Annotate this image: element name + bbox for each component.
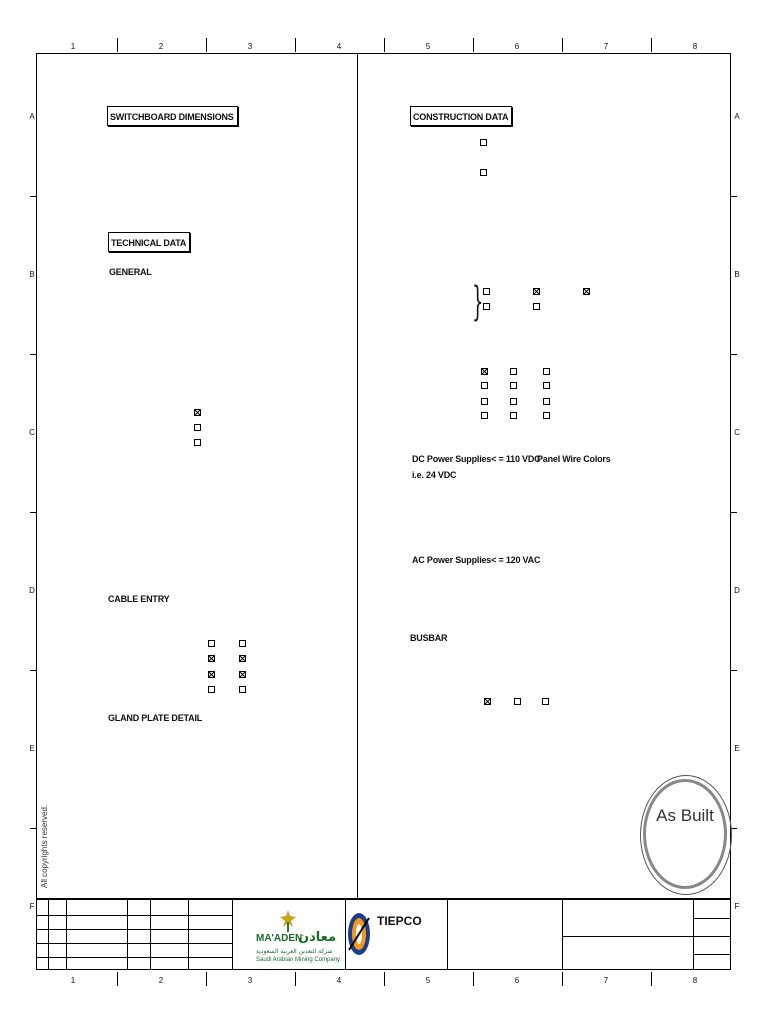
- grid-checkbox-1c[interactable]: [543, 368, 550, 375]
- cable-checkbox-2b[interactable]: [239, 655, 246, 662]
- maaden-logo-name: MA'ADEN: [256, 933, 303, 944]
- zone-col-6: 6: [514, 42, 520, 51]
- general-checkbox-2[interactable]: [194, 424, 201, 431]
- general-checkbox-1[interactable]: [194, 409, 201, 416]
- construction-checkbox-1[interactable]: [480, 139, 487, 146]
- zone-col-7: 7: [603, 42, 609, 51]
- busbar-checkbox-1[interactable]: [484, 698, 491, 705]
- zone-col-2-bottom: 2: [158, 976, 164, 985]
- technical-data-heading: TECHNICAL DATA: [108, 232, 190, 252]
- maaden-logo-subtitle: Saudi Arabian Mining Company: [256, 957, 341, 963]
- zone-row-a: A: [29, 112, 35, 121]
- busbar-label: BUSBAR: [410, 633, 448, 643]
- grid-checkbox-2a[interactable]: [481, 382, 488, 389]
- maaden-emblem-icon: [280, 910, 296, 932]
- zone-col-5: 5: [425, 42, 431, 51]
- zone-row-e: E: [29, 744, 35, 753]
- cable-checkbox-3b[interactable]: [239, 671, 246, 678]
- grid-checkbox-4c[interactable]: [543, 412, 550, 419]
- zone-col-4: 4: [336, 42, 342, 51]
- zone-row-b-right: B: [734, 270, 740, 279]
- zone-col-8: 8: [692, 42, 698, 51]
- dc-example-label: i.e. 24 VDC: [412, 470, 457, 480]
- brace-checkbox-2b[interactable]: [533, 303, 540, 310]
- brace-checkbox-1a[interactable]: [483, 288, 490, 295]
- general-label: GENERAL: [109, 267, 152, 277]
- cable-checkbox-3a[interactable]: [208, 671, 215, 678]
- zone-row-d: D: [29, 586, 35, 595]
- maaden-logo-arabic: معادن: [298, 930, 337, 945]
- brace-checkbox-1c[interactable]: [583, 288, 590, 295]
- cable-checkbox-1b[interactable]: [239, 640, 246, 647]
- zone-col-6-bottom: 6: [514, 976, 520, 985]
- grid-checkbox-3b[interactable]: [510, 398, 517, 405]
- grid-checkbox-4a[interactable]: [481, 412, 488, 419]
- as-built-stamp-text: As Built: [656, 806, 714, 825]
- as-built-stamp-inner-ring: [643, 779, 727, 889]
- zone-col-2: 2: [158, 42, 164, 51]
- switchboard-dimensions-heading: SWITCHBOARD DIMENSIONS: [107, 106, 238, 126]
- gland-plate-label: GLAND PLATE DETAIL: [108, 713, 203, 723]
- zone-row-f-right: F: [734, 902, 740, 911]
- copyright-notice: All copyrights reserved.: [40, 804, 49, 888]
- dc-power-supplies-label: DC Power Supplies< = 110 VDC: [412, 454, 541, 464]
- grid-checkbox-1a[interactable]: [481, 368, 488, 375]
- maaden-logo-arabic-subtitle: شركة التعدين العربية السعودية: [256, 948, 333, 955]
- zone-col-1: 1: [70, 42, 76, 51]
- grid-checkbox-4b[interactable]: [510, 412, 517, 419]
- cable-checkbox-4b[interactable]: [239, 686, 246, 693]
- zone-col-3-bottom: 3: [247, 976, 253, 985]
- grid-checkbox-2c[interactable]: [543, 382, 550, 389]
- center-divider: [357, 53, 358, 898]
- brace-checkbox-1b[interactable]: [533, 288, 540, 295]
- zone-row-d-right: D: [734, 586, 740, 595]
- grid-checkbox-2b[interactable]: [510, 382, 517, 389]
- zone-row-a-right: A: [734, 112, 740, 121]
- brace-checkbox-2a[interactable]: [483, 303, 490, 310]
- cable-checkbox-4a[interactable]: [208, 686, 215, 693]
- zone-col-3: 3: [247, 42, 253, 51]
- construction-data-heading: CONSTRUCTION DATA: [410, 106, 512, 126]
- busbar-checkbox-2[interactable]: [514, 698, 521, 705]
- zone-col-5-bottom: 5: [425, 976, 431, 985]
- zone-row-e-right: E: [734, 744, 740, 753]
- cable-entry-label: CABLE ENTRY: [108, 594, 170, 604]
- tiepco-logo-text: TIEPCO: [377, 914, 422, 928]
- general-checkbox-3[interactable]: [194, 439, 201, 446]
- zone-row-b: B: [29, 270, 35, 279]
- zone-row-c-right: C: [734, 428, 740, 437]
- cable-checkbox-2a[interactable]: [208, 655, 215, 662]
- construction-checkbox-2[interactable]: [480, 169, 487, 176]
- grid-checkbox-3a[interactable]: [481, 398, 488, 405]
- panel-wire-colors-label: Panel Wire Colors: [537, 454, 611, 464]
- zone-col-8-bottom: 8: [692, 976, 698, 985]
- zone-row-f: F: [29, 902, 35, 911]
- cable-checkbox-1a[interactable]: [208, 640, 215, 647]
- drawing-frame: [36, 53, 731, 970]
- grid-checkbox-3c[interactable]: [543, 398, 550, 405]
- zone-col-7-bottom: 7: [603, 976, 609, 985]
- zone-col-1-bottom: 1: [70, 976, 76, 985]
- grid-checkbox-1b[interactable]: [510, 368, 517, 375]
- zone-col-4-bottom: 4: [336, 976, 342, 985]
- busbar-checkbox-3[interactable]: [542, 698, 549, 705]
- ac-power-supplies-label: AC Power Supplies< = 120 VAC: [412, 555, 541, 565]
- zone-row-c: C: [29, 428, 35, 437]
- brace-symbol: }: [471, 279, 484, 325]
- tiepco-emblem-icon: [347, 912, 371, 956]
